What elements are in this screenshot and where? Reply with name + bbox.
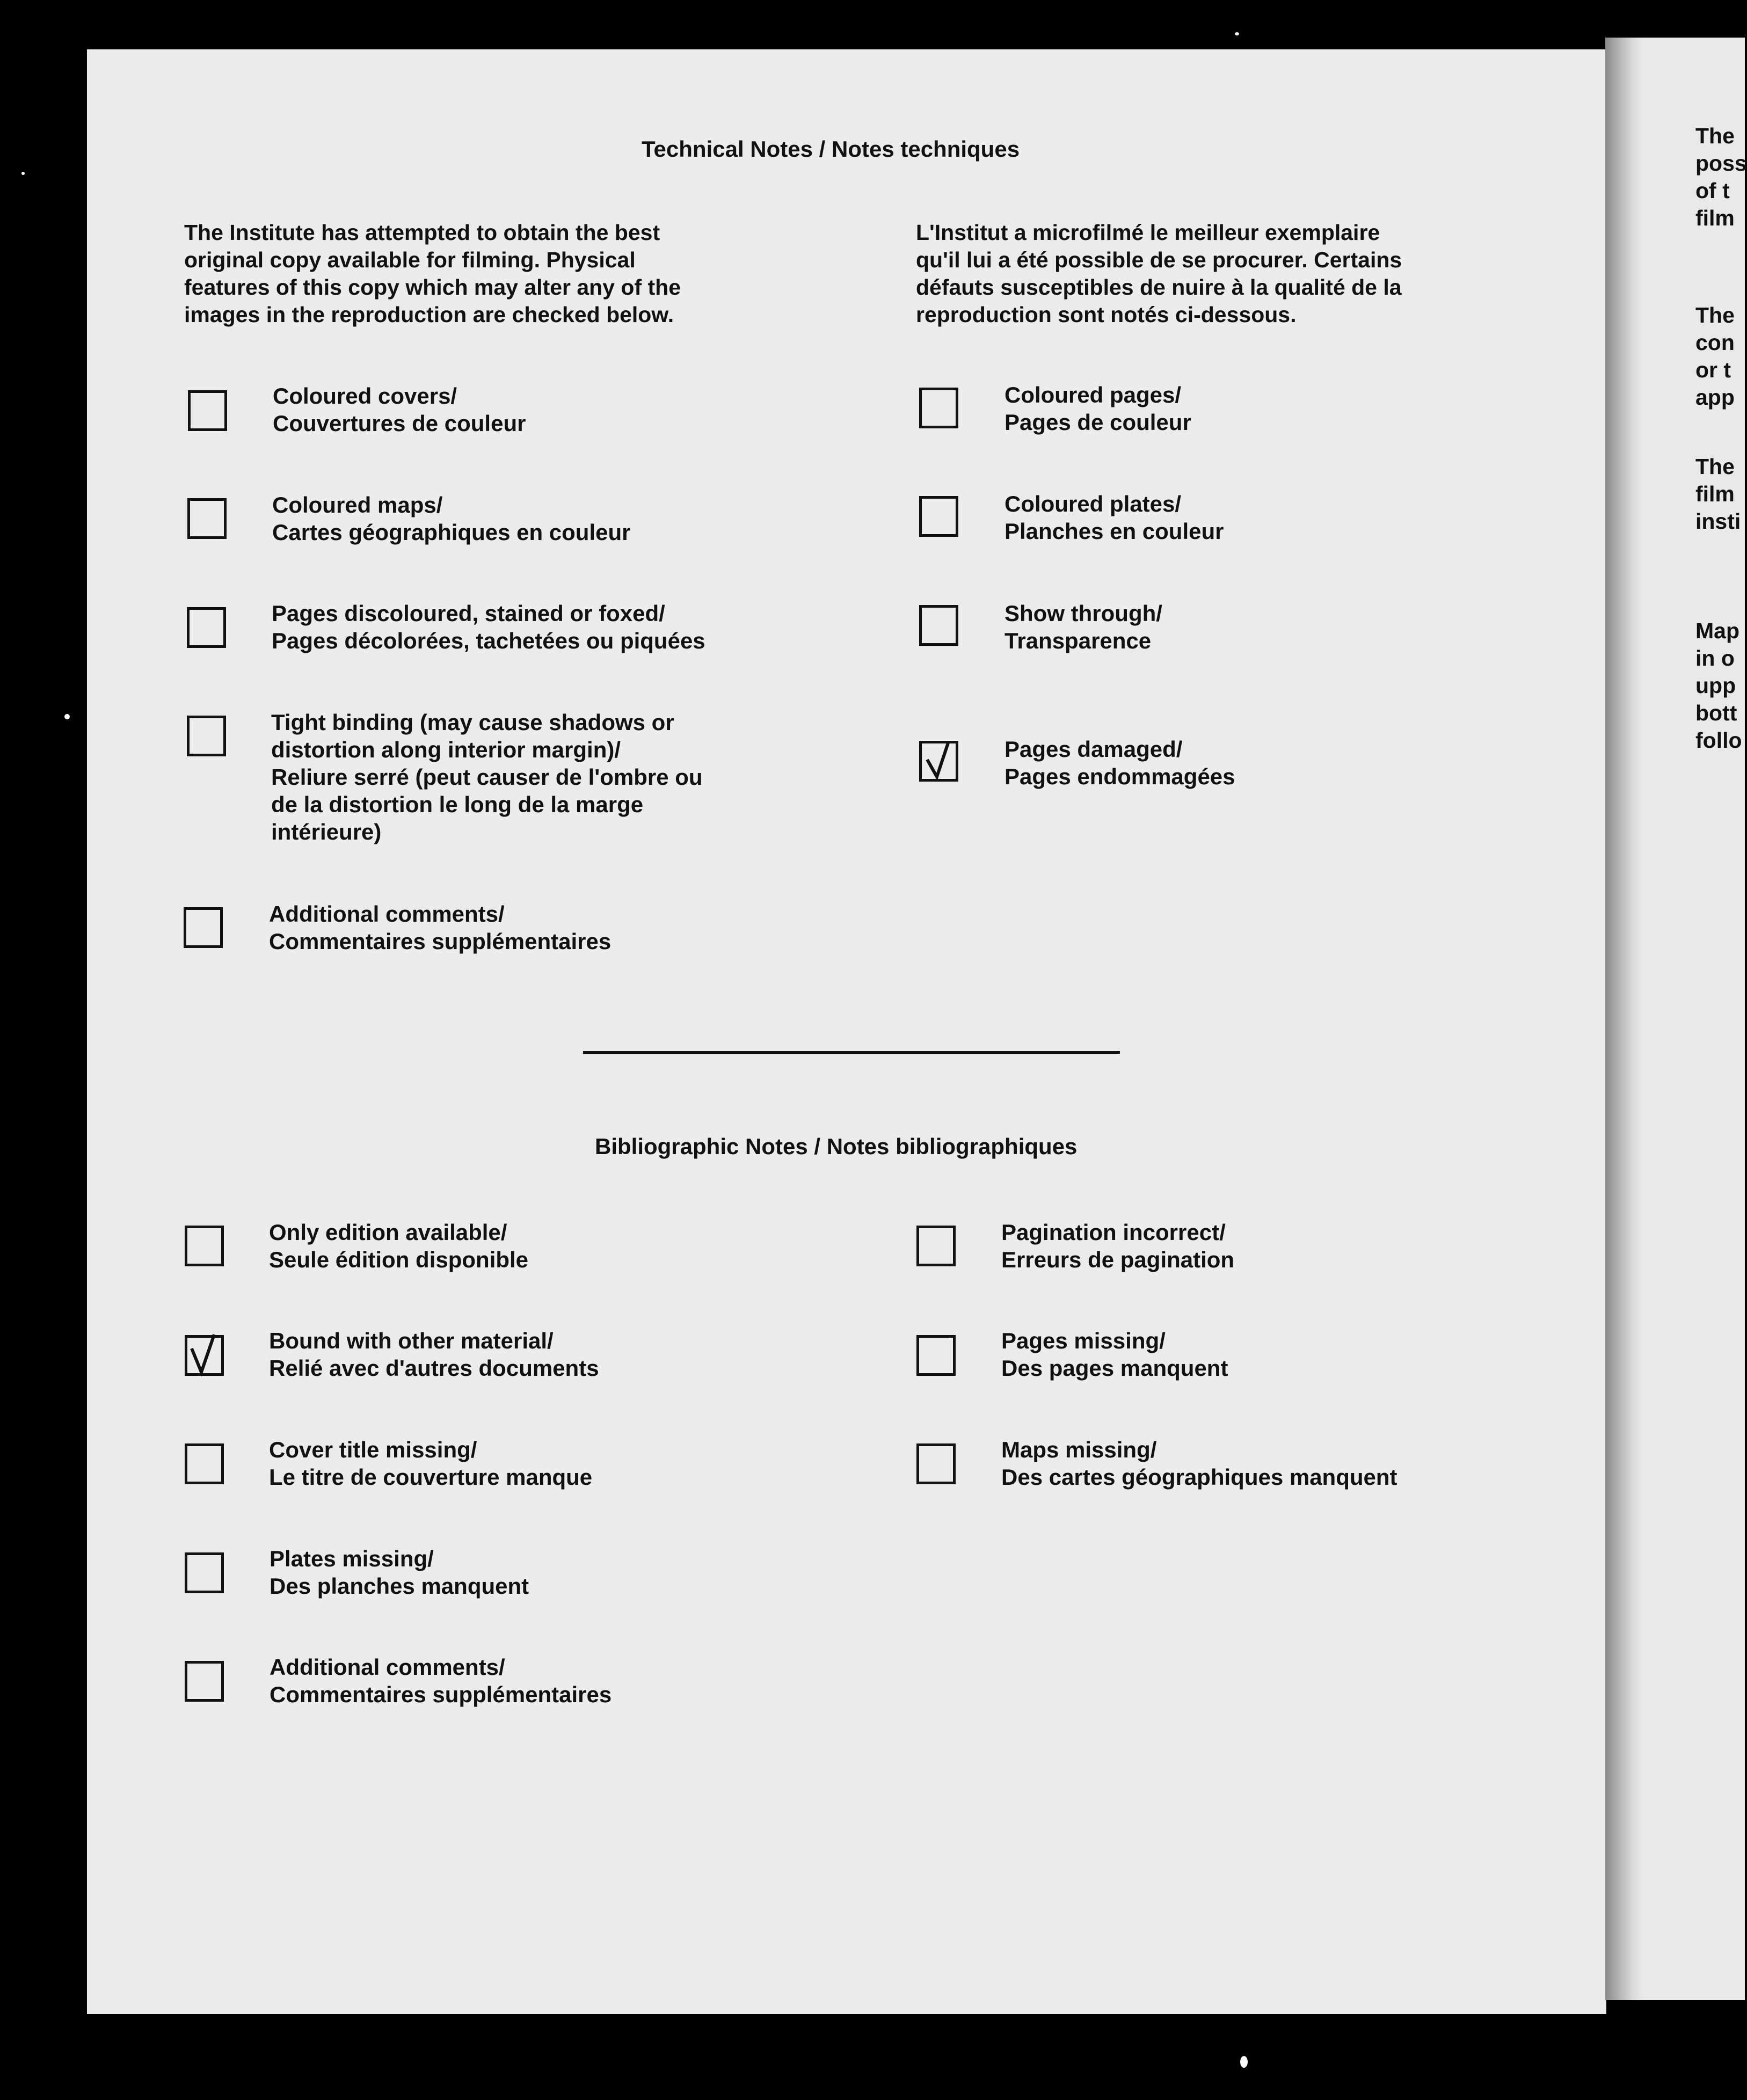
adjacent-line: The (1695, 123, 1735, 148)
adjacent-line: The (1695, 303, 1735, 327)
checkbox-coloured-covers[interactable] (188, 390, 227, 431)
label-additional-comments-technical: Additional comments/ Commentaires supplémentaires (269, 901, 612, 954)
technical-intro-english: The Institute has attempted to obtain the best original copy available for filming. Physical features of this copy which may alter any of the images in the reproduction are checked below. (184, 220, 681, 327)
adjacent-line: bott (1695, 701, 1737, 725)
adjacent-line: The (1695, 454, 1735, 479)
adjacent-line: con (1695, 330, 1735, 355)
label-pagination-incorrect: Pagination incorrect/ Erreurs de pagination (1001, 1220, 1235, 1272)
adjacent-line: Map (1695, 618, 1739, 643)
adjacent-line: film (1695, 482, 1735, 506)
checkbox-coloured-maps[interactable] (187, 498, 227, 539)
checkbox-pagination-incorrect[interactable] (916, 1226, 956, 1266)
film-speck (21, 172, 25, 175)
checkbox-only-edition[interactable] (185, 1226, 224, 1266)
label-pages-missing: Pages missing/ Des pages manquent (1001, 1328, 1228, 1381)
label-pages-damaged: Pages damaged/ Pages endommagées (1004, 737, 1235, 789)
label-coloured-maps: Coloured maps/ Cartes géographiques en couleur (272, 492, 631, 545)
label-pages-discoloured: Pages discoloured, stained or foxed/ Pages décolorées, tachetées ou piquées (272, 601, 705, 653)
label-coloured-plates: Coloured plates/ Planches en couleur (1004, 491, 1224, 544)
checkbox-coloured-pages[interactable] (919, 388, 958, 428)
film-speck (64, 714, 70, 719)
checkbox-cover-title-missing[interactable] (185, 1443, 224, 1484)
label-additional-comments-bibliographic: Additional comments/ Commentaires supplémentaires (270, 1654, 612, 1707)
adjacent-line: or t (1695, 358, 1731, 382)
checkbox-maps-missing[interactable] (916, 1443, 956, 1484)
label-maps-missing: Maps missing/ Des cartes géographiques manquent (1001, 1437, 1397, 1490)
checkbox-bound-with-other-material[interactable] (185, 1335, 224, 1376)
adjacent-line: app (1695, 385, 1735, 410)
label-tight-binding: Tight binding (may cause shadows or distortion along interior margin)/ Reliure serré (peut causer de l'ombre ou de la distortion le long de la marge intérieure) (271, 710, 703, 844)
checkbox-pages-missing[interactable] (916, 1335, 956, 1376)
checkbox-plates-missing[interactable] (185, 1552, 224, 1593)
adjacent-line: follo (1695, 728, 1742, 753)
label-plates-missing: Plates missing/ Des planches manquent (270, 1546, 529, 1599)
adjacent-line: of t (1695, 178, 1730, 203)
adjacent-line: film (1695, 206, 1735, 230)
film-speck (1235, 32, 1239, 35)
bibliographic-notes-heading: Bibliographic Notes / Notes bibliographiques (595, 1134, 1078, 1159)
adjacent-line: in o (1695, 646, 1735, 670)
adjacent-line: insti (1695, 509, 1741, 534)
checkbox-show-through[interactable] (919, 605, 958, 646)
checkbox-coloured-plates[interactable] (919, 496, 958, 537)
checkbox-pages-damaged[interactable] (919, 741, 958, 782)
checkbox-tight-binding[interactable] (187, 716, 226, 756)
checkbox-pages-discoloured[interactable] (187, 607, 226, 648)
label-coloured-pages: Coloured pages/ Pages de couleur (1004, 382, 1191, 435)
film-speck (1240, 2056, 1248, 2068)
checkmark-icon (922, 743, 961, 784)
adjacent-line: poss (1695, 151, 1747, 176)
label-show-through: Show through/ Transparence (1004, 601, 1162, 653)
document-page (87, 49, 1606, 2014)
label-cover-title-missing: Cover title missing/ Le titre de couverture manque (269, 1437, 593, 1490)
technical-notes-heading: Technical Notes / Notes techniques (642, 136, 1020, 162)
label-bound-with-other-material: Bound with other material/ Relié avec d'autres documents (269, 1328, 599, 1381)
adjacent-line: upp (1695, 673, 1736, 698)
checkbox-additional-comments-bibliographic[interactable] (185, 1661, 224, 1702)
checkbox-additional-comments-technical[interactable] (184, 907, 223, 948)
page-fold-shadow (1605, 38, 1643, 2000)
technical-intro-french: L'Institut a microfilmé le meilleur exemplaire qu'il lui a été possible de se procurer. Certains défauts susceptibles de nuire à la qualité de la reproduction sont notés ci-dessous. (916, 220, 1402, 327)
label-only-edition: Only edition available/ Seule édition disponible (269, 1220, 529, 1272)
section-divider (583, 1051, 1120, 1054)
checkmark-icon (187, 1338, 227, 1379)
label-coloured-covers: Coloured covers/ Couvertures de couleur (273, 383, 526, 436)
